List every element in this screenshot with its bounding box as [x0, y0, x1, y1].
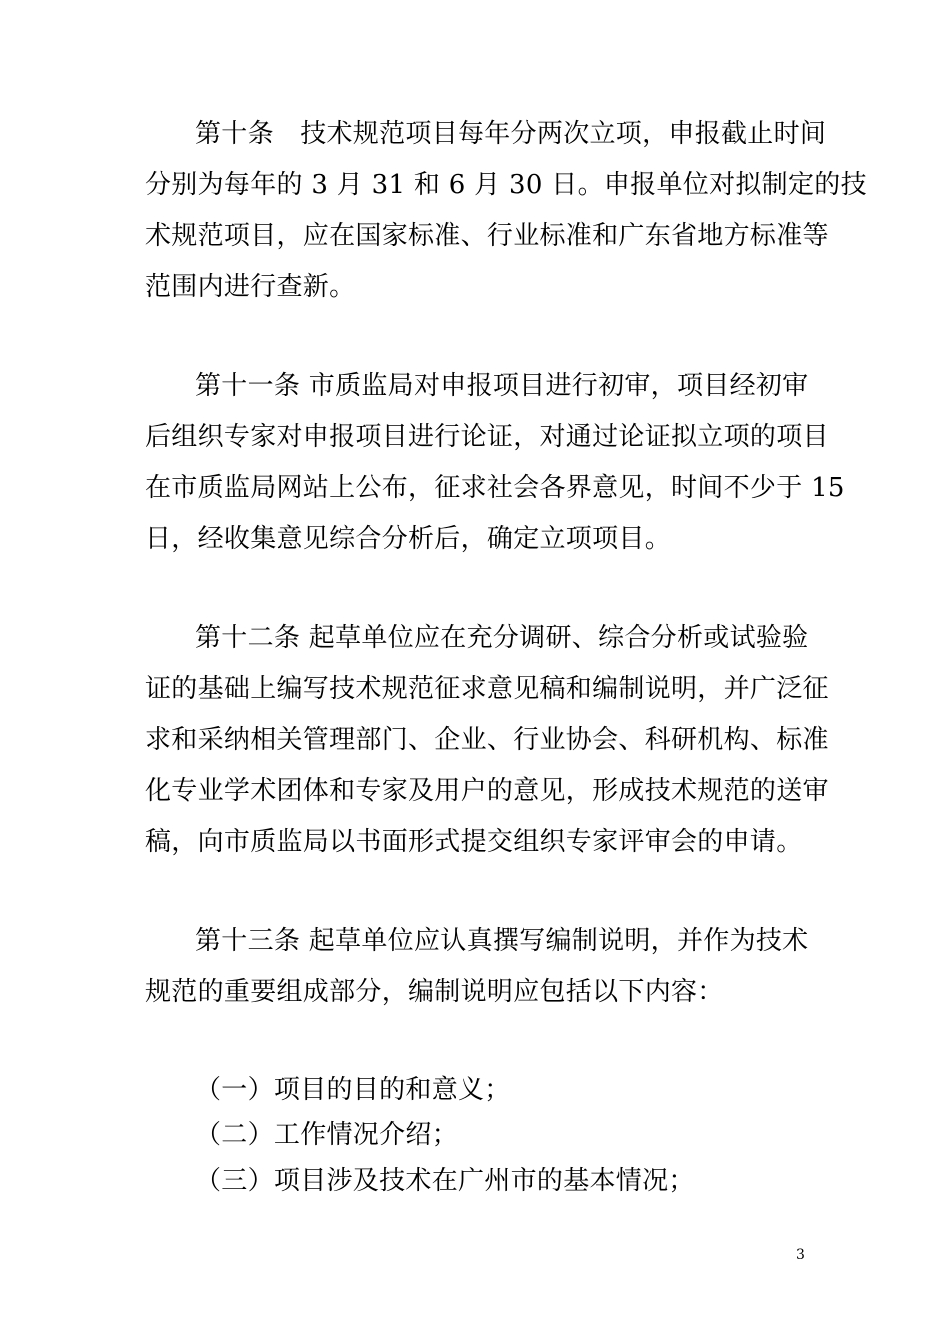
list-item: （二）工作情况介绍； — [195, 1120, 459, 1150]
article-11-line-4: 日，经收集意见综合分析后，确定立项项目。 — [145, 524, 672, 554]
article-10-line-2: 分别为每年的 3 月 31 和 6 月 30 日。申报单位对拟制定的技 — [145, 170, 867, 200]
article-10-line-3: 术规范项目，应在国家标准、行业标准和广东省地方标准等 — [145, 221, 829, 251]
article-10-line-4: 范围内进行查新。 — [145, 272, 356, 302]
article-11-line-1: 第十一条 市质监局对申报项目进行初审，项目经初审 — [195, 371, 809, 401]
article-13-line-2: 规范的重要组成部分，编制说明应包括以下内容： — [145, 977, 724, 1007]
list-item: （一）项目的目的和意义； — [195, 1075, 511, 1105]
article-12-line-1: 第十二条 起草单位应在充分调研、综合分析或试验验 — [195, 623, 809, 653]
article-10-line-1: 第十条 技术规范项目每年分两次立项，申报截止时间 — [195, 119, 827, 149]
article-11-line-2: 后组织专家对申报项目进行论证，对通过论证拟立项的项目 — [145, 422, 829, 452]
page-number: 3 — [796, 1247, 805, 1263]
article-12-line-2: 证的基础上编写技术规范征求意见稿和编制说明，并广泛征 — [145, 674, 829, 704]
article-11-line-3: 在市质监局网站上公布，征求社会各界意见，时间不少于 15 — [145, 473, 845, 503]
article-12-line-3: 求和采纳相关管理部门、企业、行业协会、科研机构、标准 — [145, 725, 829, 755]
article-13-line-1: 第十三条 起草单位应认真撰写编制说明，并作为技术 — [195, 926, 809, 956]
article-12-line-5: 稿，向市质监局以书面形式提交组织专家评审会的申请。 — [145, 827, 803, 857]
article-12-line-4: 化专业学术团体和专家及用户的意见，形成技术规范的送审 — [145, 776, 829, 806]
list-item: （三）项目涉及技术在广州市的基本情况； — [195, 1166, 695, 1196]
